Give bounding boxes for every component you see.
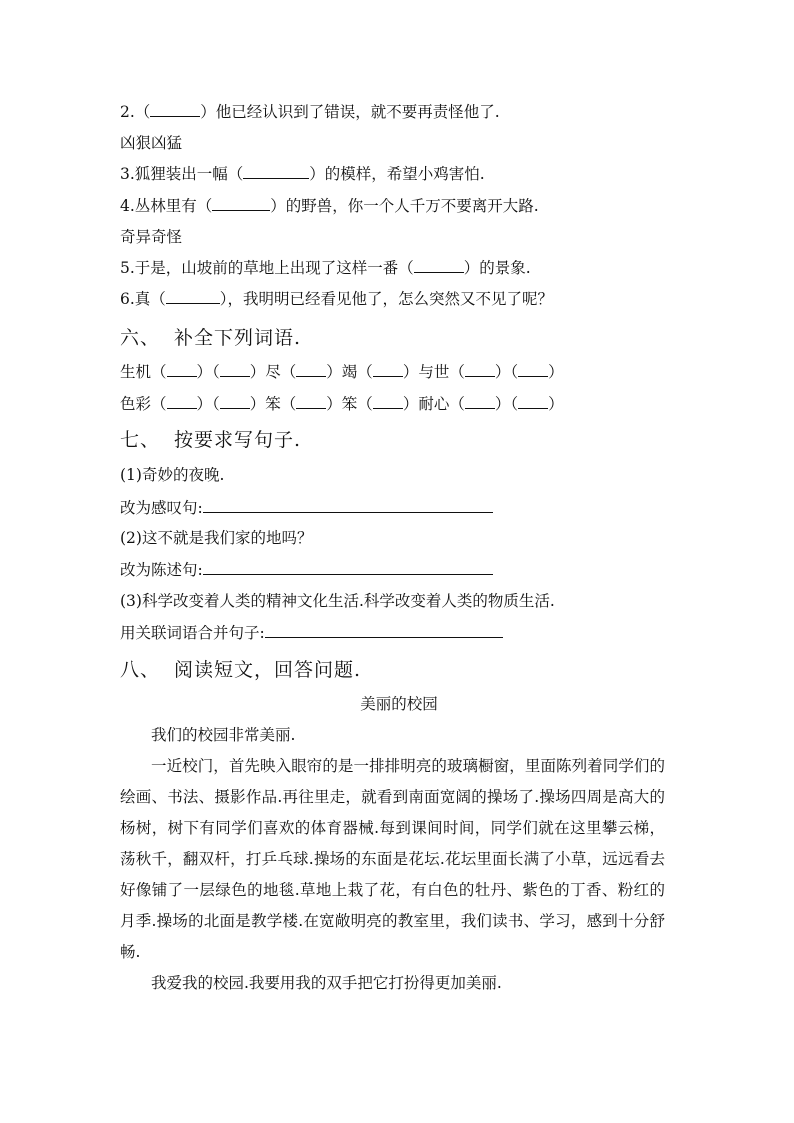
word-choice-set: 凶狠凶猛 [120,134,183,152]
answer-blank[interactable] [167,394,197,409]
answer-blank[interactable] [166,289,220,304]
question-4: 4.丛林里有（ ）的野兽，你一个人千万不要离开大路. [120,197,539,215]
article-paragraph: 我爱我的校园.我要用我的双手把它打扮得更加美丽. [151,974,502,992]
answer-blank[interactable] [220,394,250,409]
answer-blank[interactable] [465,362,495,377]
idioms-row-2: 色彩（ ）（ ）笨（ ）笨（ ）耐心（ ）（ ） [120,395,564,413]
section-heading-6: 六、 补全下列词语. [120,327,302,349]
answer-blank[interactable] [465,394,495,409]
answer-line[interactable] [203,558,493,575]
sentence-prompt-1: (1)奇妙的夜晚. [120,466,225,484]
answer-blank[interactable] [373,362,403,377]
answer-blank[interactable] [518,394,548,409]
question-6: 6.真（ ），我明明已经看见他了，怎么突然又不见了呢？ [120,290,554,308]
section-heading-7: 七、 按要求写句子. [120,429,302,451]
answer-blank[interactable] [212,196,270,211]
article-body [120,720,665,999]
answer-blank[interactable] [518,362,548,377]
sentence-prompt-2: (2)这不就是我们家的地吗？ [120,529,313,547]
sentence-task-2: 改为陈述句: [120,558,493,581]
answer-blank[interactable] [150,102,200,117]
sentence-prompt-3: (3)科学改变着人类的精神文化生活.科学改变着人类的物质生活. [120,592,555,610]
question-2: 2.（ ）他已经认识到了错误，就不要再责怪他了. [120,103,500,121]
answer-line[interactable] [203,496,493,513]
article-paragraph: 一近校门，首先映入眼帘的是一排排明亮的玻璃橱窗，里面陈列着同学们的绘画、书法、摄影作品.再往里走，就看到南面宽阔的操场了.操场四周是高大的杨树，树下有同学们喜欢的体育器械.每到课间时间，同学们就在这里攀云梯，荡秋千，翻双杆，打乒乓球.操场的东面是花坛.花坛里面长满了小草，远远看去好像铺了一层绿色的地毯.草地上栽了花，有白色的牡丹、紫色的丁香、粉红的月季.操场的北面是教学楼.在宽敞明亮的教室里，我们读书、学习，感到十分舒畅. [120,757,665,961]
answer-blank[interactable] [296,362,326,377]
answer-blank[interactable] [414,258,464,273]
article-title: 美丽的校园 [360,695,438,713]
answer-blank[interactable] [296,394,326,409]
answer-blank[interactable] [243,164,309,179]
answer-blank[interactable] [167,362,197,377]
answer-line[interactable] [265,621,503,638]
answer-blank[interactable] [220,362,250,377]
article-paragraph: 我们的校园非常美丽. [151,726,296,744]
question-5: 5.于是，山坡前的草地上出现了这样一番（ ）的景象. [120,259,531,277]
sentence-task-1: 改为感叹句: [120,496,493,519]
question-3: 3.狐狸装出一幅（ ）的模样，希望小鸡害怕. [120,165,485,183]
idioms-row-1: 生机（ ）（ ）尽（ ）竭（ ）与世（ ）（ ） [120,363,564,381]
sentence-task-3: 用关联词语合并句子: [120,621,503,644]
answer-blank[interactable] [373,394,403,409]
word-choice-set: 奇异奇怪 [120,228,183,246]
section-heading-8: 八、 阅读短文，回答问题. [120,659,362,681]
